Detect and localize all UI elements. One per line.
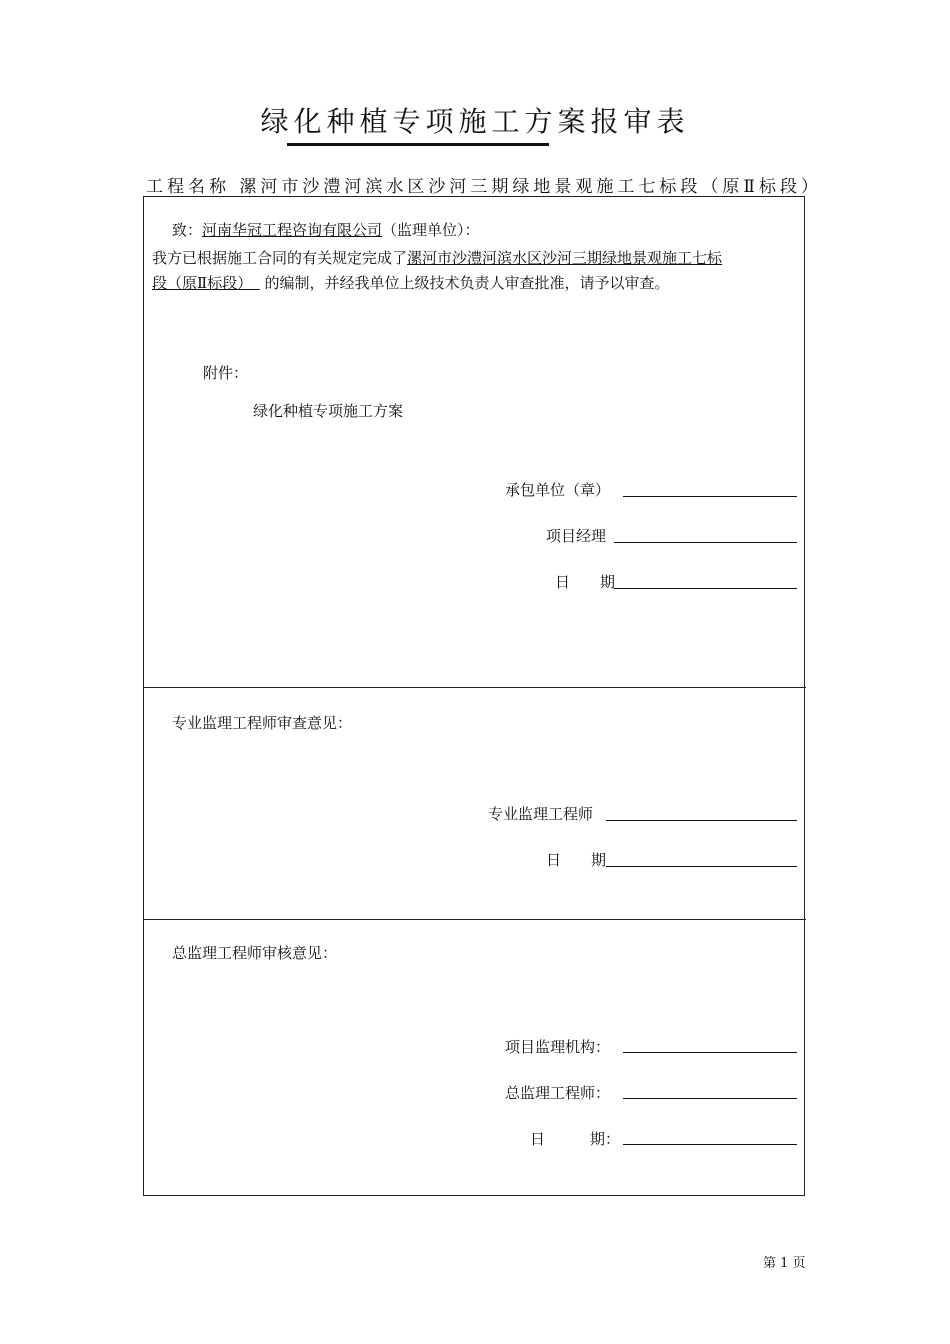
manager-sign-line[interactable] — [614, 542, 797, 543]
date-line[interactable] — [606, 866, 797, 867]
date-line[interactable] — [623, 1144, 797, 1145]
chief-review-heading: 总监理工程师审核意见： — [172, 944, 338, 962]
section-divider — [143, 919, 806, 920]
date-line[interactable] — [614, 588, 797, 589]
submission-body-line-2 — [152, 272, 670, 293]
body-suffix: 的编制，并经我单位上级技术负责人审查批准，请予以审查。 — [264, 274, 670, 292]
contractor-sign-label: 承包单位（章） — [505, 481, 611, 499]
body-project-name: 漯河市沙澧河滨水区沙河三期绿地景观施工七标 — [407, 249, 723, 267]
date-label: 日 期： — [530, 1130, 621, 1148]
body-prefix: 我方已根据施工合同的有关规定完成了 — [152, 249, 408, 267]
specialist-engineer-label: 专业监理工程师 — [488, 805, 594, 823]
contractor-sign-line[interactable] — [623, 496, 797, 497]
attachment-label: 附件： — [203, 364, 249, 382]
addressee-suffix: （监理单位）： — [382, 221, 480, 239]
attachment-name: 绿化种植专项施工方案 — [253, 402, 404, 420]
page-title: 绿化种植专项施工方案报审表 — [260, 105, 690, 138]
date-label: 日 期 — [546, 851, 607, 869]
addressee-line — [172, 219, 480, 240]
chief-engineer-label: 总监理工程师： — [505, 1084, 611, 1102]
supervision-org-label: 项目监理机构： — [505, 1038, 611, 1056]
project-name-row — [146, 172, 822, 197]
specialist-engineer-sign-line[interactable] — [606, 820, 797, 821]
section-divider — [143, 687, 806, 688]
addressee-company: 河南华冠工程咨询有限公司 — [202, 221, 383, 239]
review-form-table — [143, 196, 805, 1196]
project-name: 漯河市沙澧河滨水区沙河三期绿地景观施工七标段（原Ⅱ标段） — [239, 177, 822, 197]
specialist-review-heading: 专业监理工程师审查意见： — [172, 714, 353, 732]
project-label: 工程名称 — [146, 177, 230, 197]
supervision-org-sign-line[interactable] — [623, 1052, 797, 1053]
submission-body-line-1 — [152, 247, 722, 268]
title-underline — [287, 143, 549, 146]
date-label: 日 期 — [555, 573, 616, 591]
body-project-name-cont: 段（原Ⅱ标段） — [152, 274, 245, 292]
manager-sign-label: 项目经理 — [546, 527, 607, 545]
chief-engineer-sign-line[interactable] — [623, 1098, 797, 1099]
addressee-prefix: 致： — [172, 221, 203, 239]
page-number: 第 1 页 — [763, 1256, 806, 1271]
